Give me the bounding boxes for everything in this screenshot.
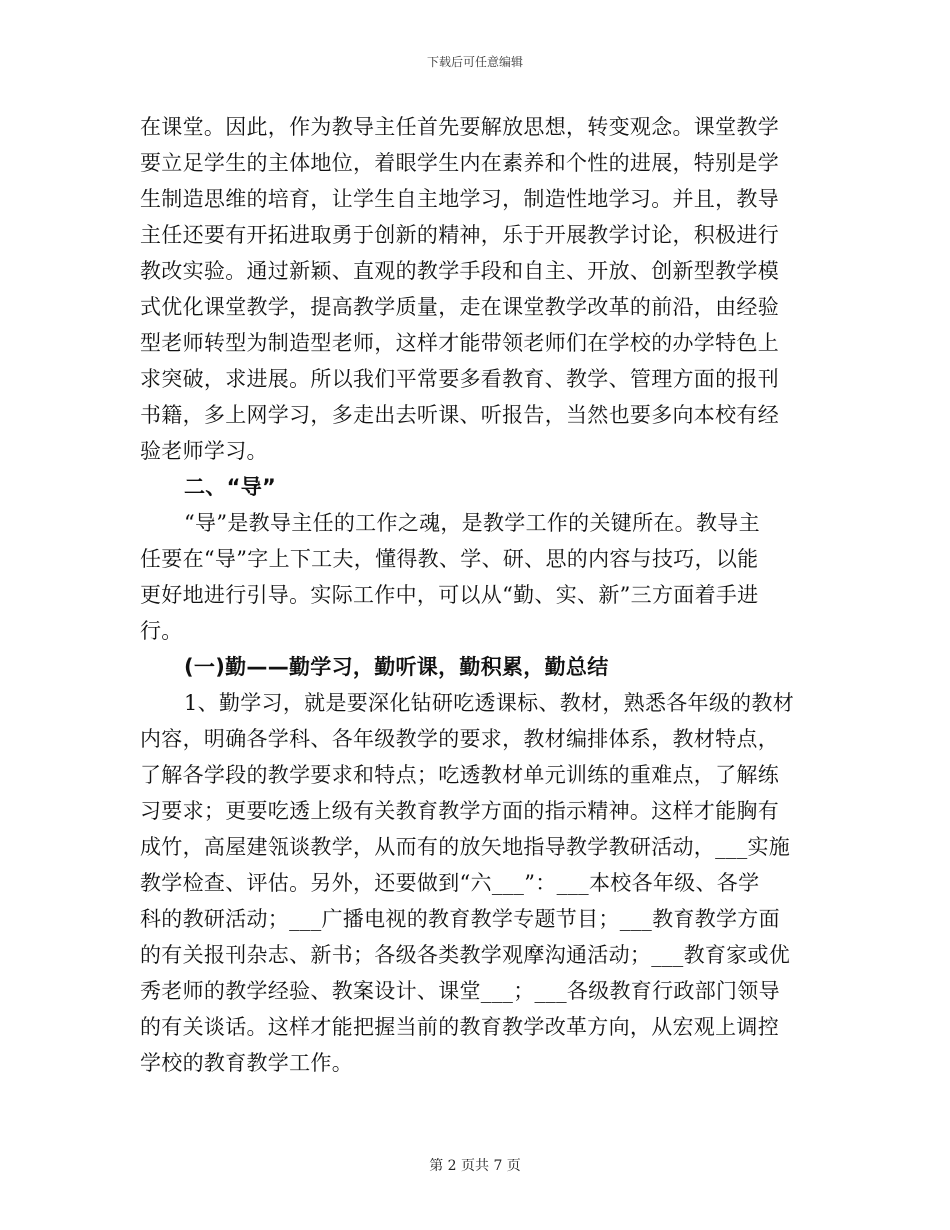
text-line: 主任还要有开拓进取勇于创新的精神，乐于开展教学讨论，积极进行 — [140, 223, 779, 247]
text-line: 书籍，多上网学习，多走出去听课、听报告，当然也要多向本校有经 — [140, 403, 779, 427]
page-header: 下载后可任意编辑 — [426, 55, 523, 69]
text-line: 型老师转型为制造型老师，这样才能带领老师们在学校的办学特色上 — [140, 331, 779, 355]
subsection-heading: (一)勤——勤学习，勤听课，勤积累，勤总结 — [184, 655, 609, 679]
text-line: 行。 — [140, 619, 183, 643]
text-line: 秀老师的教学经验、教案设计、课堂___；___各级教育行政部门领导 — [140, 979, 780, 1003]
text-line: 教学检查、评估。另外，还要做到“六___”：___本校各年级、各学 — [140, 871, 760, 895]
text-line: 在课堂。因此，作为教导主任首先要解放思想，转变观念。课堂教学 — [140, 115, 779, 139]
text-line: 科的教研活动；___广播电视的教育教学专题节目；___教育教学方面 — [140, 907, 780, 931]
text-line: “导”是教导主任的工作之魂，是教学工作的关键所在。教导主 — [184, 511, 760, 535]
page-footer: 第 2 页共 7 页 — [429, 1158, 521, 1174]
text-line: 生制造思维的培育，让学生自主地学习，制造性地学习。并且，教导 — [140, 187, 779, 211]
text-line: 了解各学段的教学要求和特点；吃透教材单元训练的重难点，了解练 — [140, 763, 779, 787]
text-line: 的有关谈话。这样才能把握当前的教育教学改革方向，从宏观上调控 — [140, 1015, 779, 1039]
text-line: 要立足学生的主体地位，着眼学生内在素养和个性的进展，特别是学 — [140, 151, 779, 175]
text-line: 任要在“导”字上下工夫，懂得教、学、研、思的内容与技巧，以能 — [140, 547, 759, 571]
section-heading: 二、“导” — [184, 475, 277, 499]
text-line: 更好地进行引导。实际工作中，可以从“勤、实、新”三方面着手进 — [140, 583, 759, 607]
text-line: 习要求；更要吃透上级有关教育教学方面的指示精神。这样才能胸有 — [140, 799, 779, 823]
text-line: 式优化课堂教学，提高教学质量，走在课堂教学改革的前沿，由经验 — [140, 295, 779, 319]
text-line: 成竹，高屋建瓴谈教学，从而有的放矢地指导教学教研活动，___实施 — [140, 835, 791, 859]
text-line: 验老师学习。 — [140, 439, 268, 463]
text-line: 求突破，求进展。所以我们平常要多看教育、教学、管理方面的报刊 — [140, 367, 779, 391]
text-line: 内容，明确各学科、各年级教学的要求，教材编排体系，教材特点， — [140, 727, 779, 751]
text-line: 1、勤学习，就是要深化钻研吃透课标、教材，熟悉各年级的教材 — [184, 691, 795, 715]
text-line: 的有关报刊杂志、新书；各级各类教学观摩沟通活动；___教育家或优 — [140, 943, 791, 967]
document-body — [140, 109, 812, 1081]
text-line: 学校的教育教学工作。 — [140, 1051, 353, 1075]
text-line: 教改实验。通过新颖、直观的教学手段和自主、开放、创新型教学模 — [140, 259, 779, 283]
